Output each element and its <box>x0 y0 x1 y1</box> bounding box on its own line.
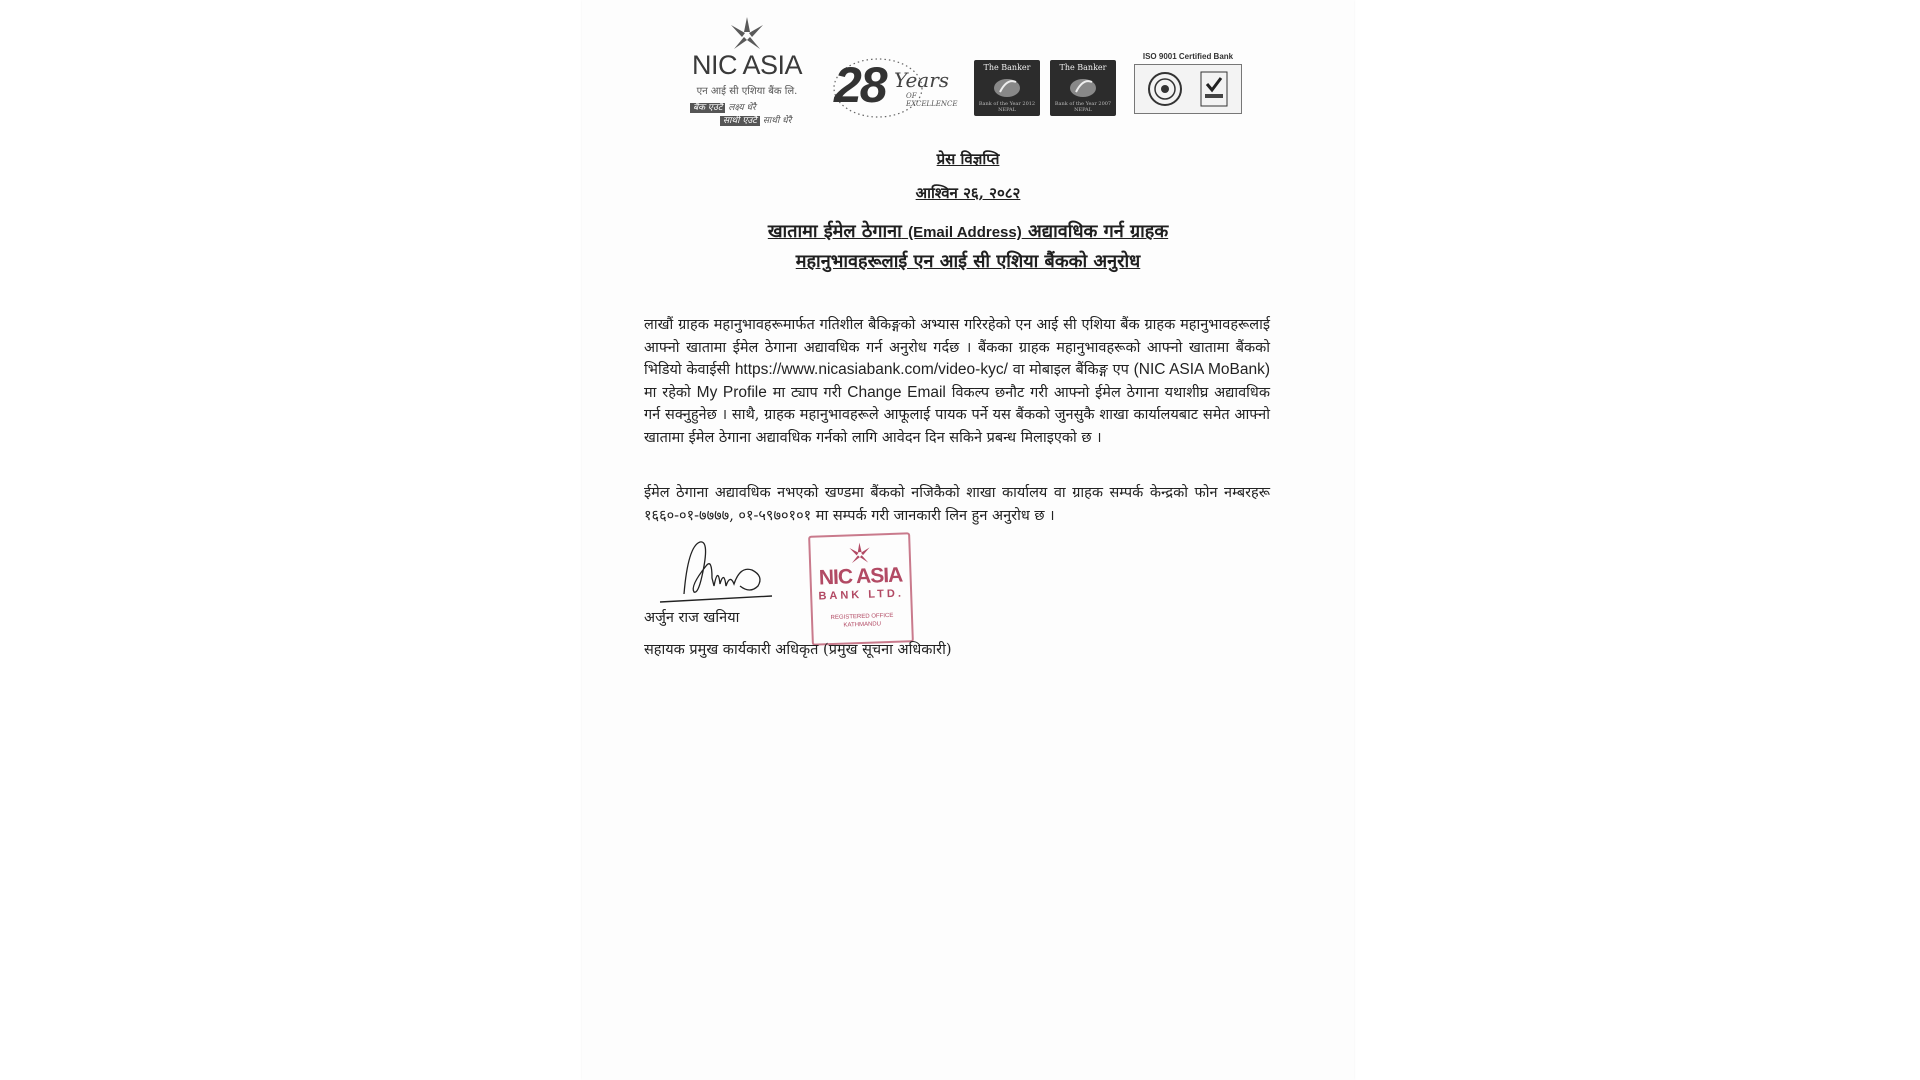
handwritten-signature <box>654 536 784 606</box>
iso-seal-frame <box>1134 64 1242 114</box>
tagline-1: बैंक एउटै लक्ष्य धेरै <box>690 100 756 113</box>
press-release-date: आश्विन २६, २०८२ <box>915 184 1021 202</box>
anniversary-word: Years <box>894 68 950 92</box>
brand-subline: एन आई सी एशिया बैंक लि. <box>696 86 798 97</box>
brand-name: NIC ASIA <box>691 50 803 80</box>
signatory-title: सहायक प्रमुख कार्यकारी अधिकृत (प्रमुख सूचना अधिकारी) <box>644 642 952 658</box>
seal-office-text: REGISTERED OFFICE KATHMANDU <box>830 612 894 629</box>
brand-taglines <box>682 100 812 128</box>
award-title: The Banker <box>1059 63 1107 72</box>
signatory-name: अर्जुन राज खनिया <box>644 610 740 626</box>
anniversary-number: 28 <box>834 57 886 113</box>
body-paragraph-1: लाखौं ग्राहक महानुभावहरूमार्फत गतिशील बैकिङ्गको अभ्यास गरिरहेको एन आई सी एशिया बैंक ग्राहक महानुभावहरूलाई आफ्नो खातामा ईमेल ठेगाना अद्यावधिक गर्न अनुरोध गर्दछ । बैंकका ग्राहक महानुभावहरूको आफ्नो खातामा बैंकको भिडियो केवाईसी https://www.nicasiabank.com/video-kyc/ वा मोबाइल बैंकिङ्ग एप (NIC ASIA MoBank) मा रहेको My Profile मा ट्याप गरी Change Email विकल्प छनौट गरी आफ्नो ईमेल ठेगाना यथाशीघ्र अद्यावधिक गर्न सक्नुहुनेछ । साथै, ग्राहक महानुभावहरूले आफूलाई पायक पर्ने यस बैंकको जुनसुकै शाखा कार्यालयबाट समेत आफ्नो खातामा ईमेल ठेगाना अद्यावधिक गर्नको लागि आवेदन दिन सकिने प्रबन्ध मिलाइएको छ । <box>644 317 1271 446</box>
award-caption: Bank of the Year 2012 NEPAL <box>978 101 1036 113</box>
nic-asia-logo <box>682 16 812 126</box>
tagline-2: साथी एउटै साथी धेरै <box>720 113 791 126</box>
ukas-seal-icon <box>1145 71 1185 107</box>
press-release-title: खातामा ईमेल ठेगाना (Email Address) अद्यावधिक गर्न ग्राहक महानुभावहरूलाई एन आई सी एशिया बैंकको अनुरोध <box>767 221 1169 272</box>
nic-asia-star-icon <box>725 16 769 54</box>
trophy-icon <box>990 74 1024 100</box>
video-kyc-link[interactable]: https://www.nicasiabank.com/video-kyc/ <box>734 361 1008 378</box>
award-title: The Banker <box>983 63 1031 72</box>
anniversary-subtitle: OF EXCELLENCE <box>906 92 958 108</box>
crown-check-icon <box>1199 70 1229 108</box>
press-release-label: प्रेस विज्ञप्ति <box>936 150 1000 168</box>
press-release-page <box>582 0 1354 1080</box>
banker-award-badge-2012 <box>974 60 1040 116</box>
anniversary-logo <box>828 50 958 122</box>
iso-certification <box>1134 52 1242 116</box>
iso-title: ISO 9001 Certified Bank <box>1142 52 1234 61</box>
award-caption: Bank of the Year 2007 NEPAL <box>1054 101 1112 113</box>
seal-bank-name: NIC ASIA <box>818 563 903 590</box>
trophy-icon <box>1066 74 1100 100</box>
seal-bank-ltd: BANK LTD. <box>818 587 905 603</box>
body-paragraph-2: ईमेल ठेगाना अद्यावधिक नभएको खण्डमा बैंकको नजिकैको शाखा कार्यालय वा ग्राहक सम्पर्क केन्द्रको फोन नम्बरहरू १६६०-०१-७७७७, ०१-५९७०१०१ मा सम्पर्क गरी जानकारी लिन हुन अनुरोध छ । <box>644 485 1270 524</box>
banker-award-badge-2007 <box>1050 60 1116 116</box>
nic-asia-star-icon <box>844 542 875 567</box>
bank-seal-stamp <box>808 532 914 645</box>
